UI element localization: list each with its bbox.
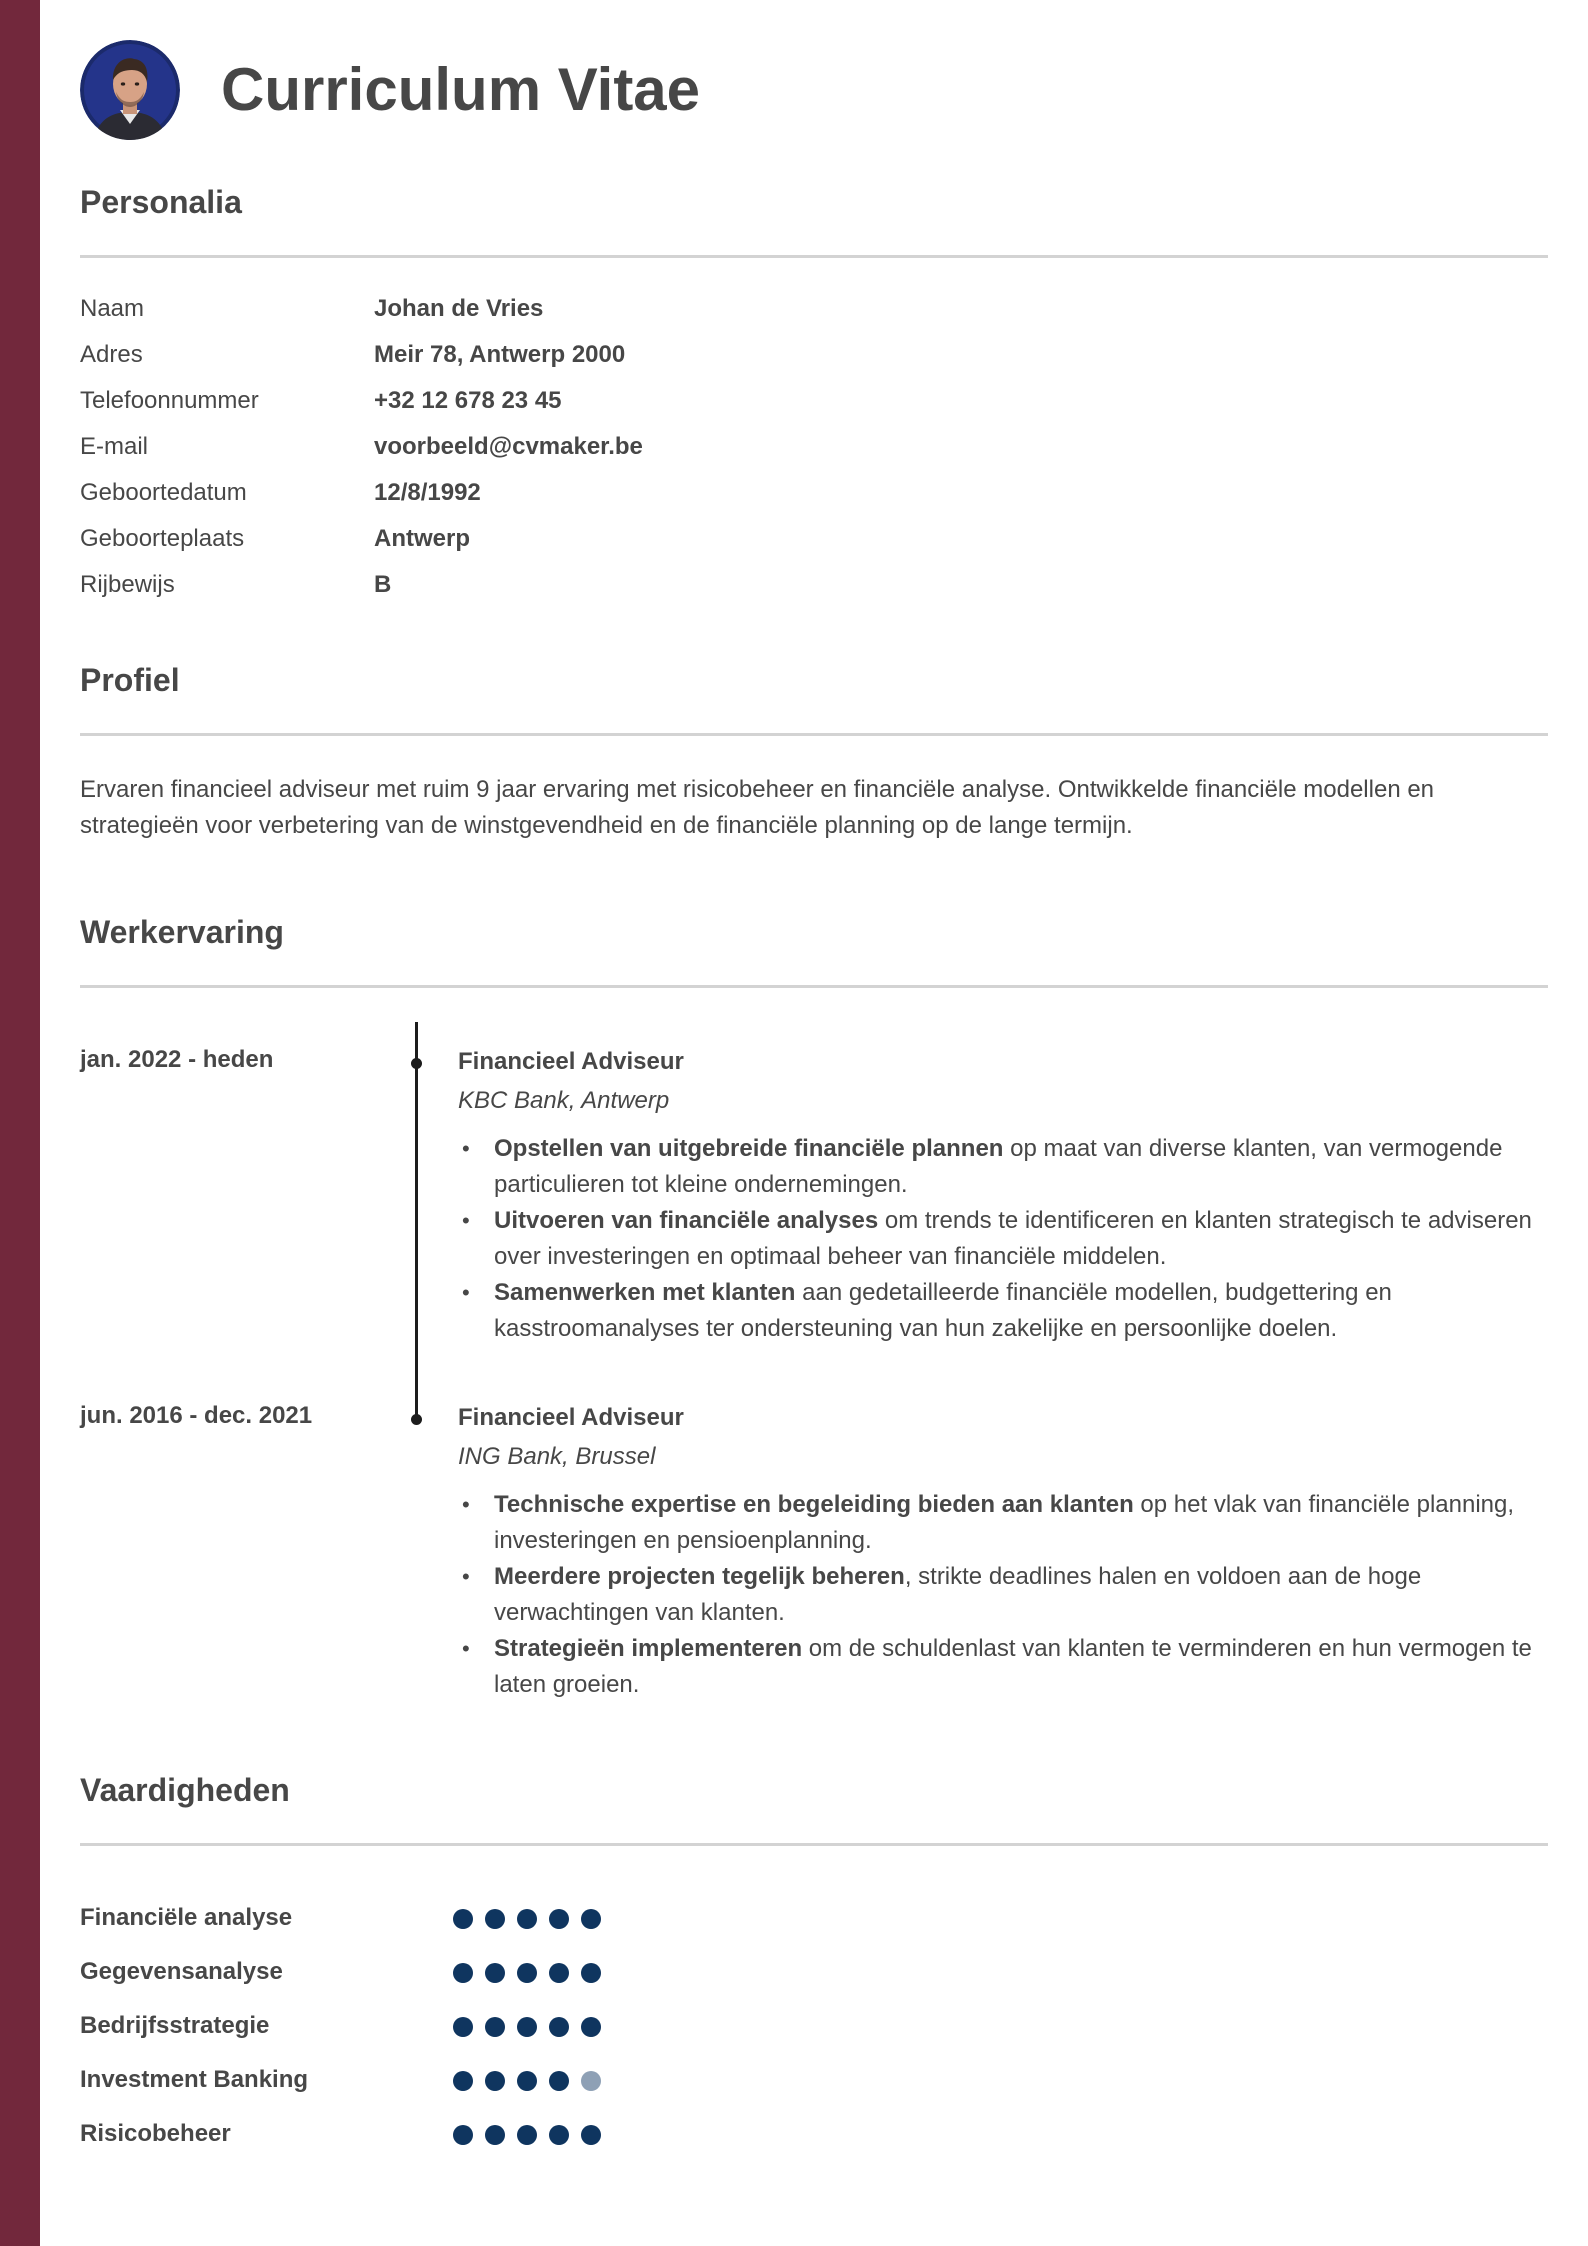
skill-row [80,2060,880,2100]
section-divider [80,733,1548,736]
timeline-dot [411,1414,422,1425]
rating-dot-filled [517,2125,537,2145]
personal-row-geboortedatum [80,473,1080,513]
rating-dot-filled [549,2017,569,2037]
personal-row-naam [80,289,1080,329]
field-label: Telefoonnummer [80,387,259,414]
rating-dot-filled [485,2017,505,2037]
timeline-dot [411,1058,422,1069]
skill-row [80,1898,880,1938]
profile-summary: Ervaren financieel adviseur met ruim 9 jaar ervaring met risicobeheer en financiële analyse. Ontwikkelde financiële modellen en strategieën voor verbetering van de winstgevendheid en de financiële planning op de lange termijn. [80,776,1435,839]
field-value: 12/8/1992 [374,479,481,506]
skill-row [80,2114,880,2154]
rating-dot-filled [517,2071,537,2091]
job-title: Financieel Adviseur [458,1404,684,1431]
field-value: Johan de Vries [374,295,544,322]
rating-dot-filled [581,2125,601,2145]
job-title: Financieel Adviseur [458,1048,684,1075]
field-label: Naam [80,295,145,322]
skill-name: Investment Banking [80,2066,309,2093]
section-heading-vaardigheden: Vaardigheden [80,1772,290,1808]
job-bullet: • Opstellen van uitgebreide financiële plannen op maat van diverse klanten, van vermogende particulieren tot kleine ondernemingen. [458,1131,1548,1203]
job-bullet: • Technische expertise en begeleiding bieden aan klanten op het vlak van financiële planning, investeringen en pensioenplanning. [458,1487,1548,1559]
avatar-portrait-icon [80,40,180,140]
rating-dot-filled [517,2017,537,2037]
rating-dot-filled [485,2125,505,2145]
rating-dot-filled [453,1963,473,1983]
job-bullet: • Meerdere projecten tegelijk beheren, strikte deadlines halen en voldoen aan de hoge verwachtingen van klanten. [458,1559,1548,1631]
section-heading-personalia: Personalia [80,184,242,220]
section-divider [80,1843,1548,1846]
rating-dot-filled [517,1909,537,1929]
skill-row [80,1952,880,1992]
job-date: jun. 2016 - dec. 2021 [80,1402,313,1429]
sidebar-accent-bar [0,0,40,2246]
section-divider [80,255,1548,258]
rating-dot-filled [485,1909,505,1929]
rating-dot-filled [453,1909,473,1929]
job-bullet-list [458,1131,1548,1347]
field-label: Geboortedatum [80,479,247,506]
job-company: ING Bank, Brussel [458,1443,656,1470]
personal-row-rijbewijs [80,565,1080,605]
field-value: Meir 78, Antwerp 2000 [374,341,626,368]
rating-dot-filled [581,1963,601,1983]
section-divider [80,985,1548,988]
personal-row-geboorteplaats [80,519,1080,559]
skill-name: Bedrijfsstrategie [80,2012,270,2039]
skill-name: Financiële analyse [80,1904,293,1931]
rating-dot-filled [549,1909,569,1929]
rating-dot-filled [549,1963,569,1983]
avatar [80,40,180,140]
job-bullet-list [458,1487,1548,1703]
rating-dot-filled [517,1963,537,1983]
field-value: voorbeeld@cvmaker.be [374,433,643,460]
field-label: Adres [80,341,143,368]
field-label: E-mail [80,433,149,460]
personal-row-email [80,427,1080,467]
field-value: +32 12 678 23 45 [374,387,562,414]
section-heading-profiel: Profiel [80,662,180,698]
rating-dot-filled [549,2125,569,2145]
rating-dot-empty [581,2071,601,2091]
skill-name: Risicobeheer [80,2120,231,2147]
rating-dot-filled [453,2125,473,2145]
section-heading-werkervaring: Werkervaring [80,914,284,950]
rating-dot-filled [453,2017,473,2037]
job-bullet: • Uitvoeren van financiële analyses om trends te identificeren en klanten strategisch te adviseren over investeringen en optimaal beheer van financiële middelen. [458,1203,1548,1275]
job-company: KBC Bank, Antwerp [458,1087,670,1114]
field-label: Rijbewijs [80,571,175,598]
job-bullet: • Samenwerken met klanten aan gedetailleerde financiële modellen, budgettering en kasstroomanalyses ter ondersteuning van hun zakelijke en persoonlijke doelen. [458,1275,1548,1347]
job-bullet: • Strategieën implementeren om de schuldenlast van klanten te verminderen en hun vermogen te laten groeien. [458,1631,1548,1703]
rating-dot-filled [485,1963,505,1983]
rating-dot-filled [581,2017,601,2037]
job-date: jan. 2022 - heden [80,1046,274,1073]
personal-row-telefoon [80,381,1080,421]
rating-dot-filled [581,1909,601,1929]
personal-row-adres [80,335,1080,375]
field-value: Antwerp [374,525,470,552]
skill-row [80,2006,880,2046]
rating-dot-filled [549,2071,569,2091]
timeline-line [415,1022,418,1420]
page-title: Curriculum Vitae [221,56,701,123]
rating-dot-filled [485,2071,505,2091]
field-value: B [374,571,392,598]
field-label: Geboorteplaats [80,525,245,552]
rating-dot-filled [453,2071,473,2091]
skill-name: Gegevensanalyse [80,1958,283,1985]
